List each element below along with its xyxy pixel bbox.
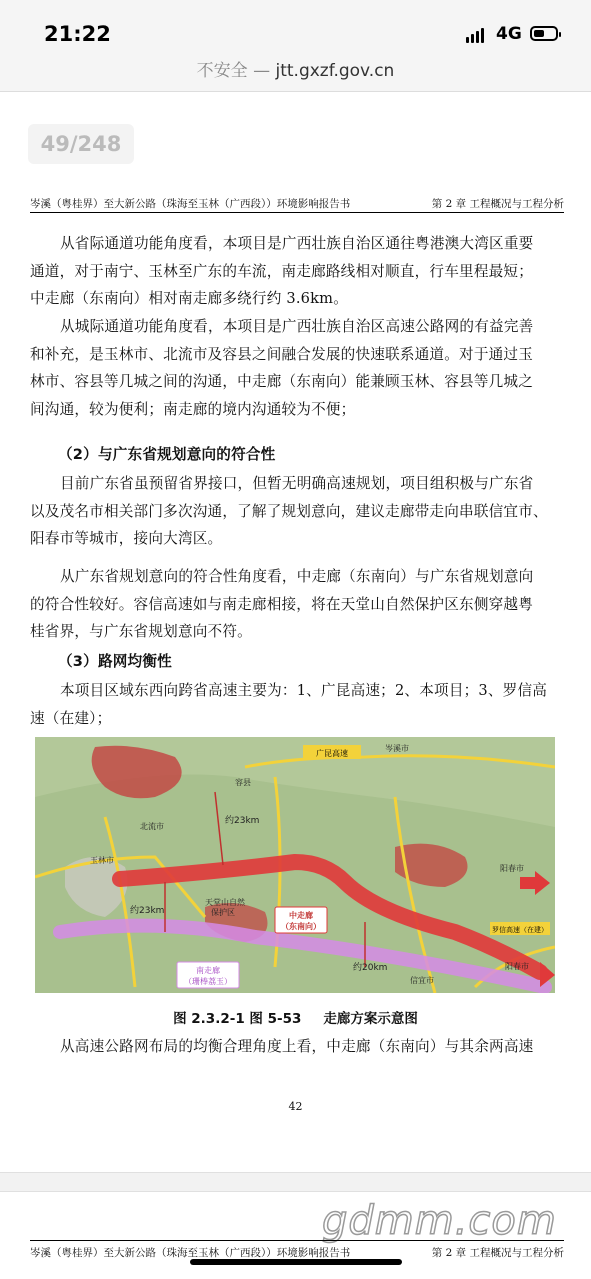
section-heading-2: （2）与广东省规划意向的符合性 [58, 446, 276, 463]
address-bar[interactable] [0, 56, 591, 81]
middle-corridor-label: （东南向） [281, 922, 321, 931]
page-divider [0, 1172, 591, 1192]
figure-number: 图 2.3.2-1 图 5-53 [173, 1011, 302, 1027]
doc-header-title: 岑溪（粤桂界）至大新公路（珠海至玉林（广西段））环境影响报告书 [30, 198, 351, 210]
text-line: 的符合性较好。容信高速如与南走廊相接，将在天堂山自然保护区东侧穿越粤 [30, 595, 533, 613]
figure-title: 走廊方案示意图 [323, 1011, 418, 1027]
paragraph-3 [30, 470, 564, 553]
toolbar-divider [0, 91, 591, 92]
corridor-map [35, 737, 555, 993]
text-line: 通道，对于南宁、玉林至广东的车流，南走廊路线相对顺直，行车里程最短； [30, 262, 533, 280]
figure-caption [0, 1007, 591, 1027]
distance-label: 约23km [225, 816, 260, 826]
text-line: 本项目区域东西向跨省高速主要为：1、广昆高速；2、本项目；3、罗信高 [60, 682, 548, 699]
battery-icon [530, 26, 558, 41]
text-line: 从城际通道功能角度看，本项目是广西壮族自治区高速公路网的有益完善 [60, 318, 534, 335]
text-line: 林市、容县等几城之间的沟通，中走廊（东南向）能兼顾玉林、容县等几城之 [30, 373, 533, 391]
text-line: 桂省界，与广东省规划意向不符。 [30, 623, 252, 641]
insecure-label: 不安全 [196, 61, 248, 81]
city-label: 容县 [235, 778, 251, 787]
paragraph-5 [30, 677, 564, 732]
text-line: 从高速公路网布局的均衡合理角度上看，中走廊（东南向）与其余两高速 [60, 1038, 534, 1055]
paragraph-1 [30, 230, 564, 313]
middle-corridor-label: 中走廊 [289, 911, 313, 920]
city-label: 北流市 [140, 822, 164, 831]
doc-header-chapter: 第 2 章 工程概况与工程分析 [431, 198, 564, 210]
doc-header [30, 194, 564, 213]
doc-header-chapter: 第 2 章 工程概况与工程分析 [431, 1247, 564, 1259]
city-label: 阳春市 [500, 864, 524, 873]
paragraph-6 [30, 1033, 564, 1061]
section-heading-3: （3）路网均衡性 [58, 653, 172, 670]
city-label: 信宜市 [410, 976, 434, 985]
paragraph-2 [30, 313, 564, 423]
status-time: 21:22 [44, 22, 111, 46]
city-label: 玉林市 [90, 856, 114, 865]
doc-header-next-page [30, 1240, 564, 1261]
text-line: 从广东省规划意向的符合性角度看，中走廊（东南向）与广东省规划意向 [60, 568, 534, 585]
signal-icon [466, 27, 484, 43]
text-line: 中走廊（东南向）相对南走廊多绕行约 3.6km。 [30, 290, 349, 308]
home-indicator[interactable] [190, 1259, 402, 1265]
south-corridor-label: （珊棒荔玉） [184, 977, 232, 986]
highway-label: 罗信高速（在建） [492, 926, 548, 934]
page-indicator: 49/248 [28, 124, 134, 164]
network-type: 4G [496, 24, 522, 44]
text-line: 目前广东省虽预留省界接口，但暂无明确高速规划，项目组积极与广东省 [60, 475, 534, 492]
status-bar [0, 0, 591, 92]
watermark: gdmm.com [322, 1198, 557, 1244]
south-corridor-label: 南走廊 [196, 966, 220, 975]
page-number: 42 [288, 1100, 303, 1113]
highway-label: 广昆高速 [316, 749, 348, 758]
url-domain: jtt.gxzf.gov.cn [275, 61, 395, 81]
text-line: 速（在建）； [30, 709, 112, 727]
text-line: 从省际通道功能角度看，本项目是广西壮族自治区通往粤港澳大湾区重要 [60, 235, 534, 252]
text-line: 间沟通，较为便利；南走廊的境内沟通较为不便； [30, 400, 356, 418]
city-label: 岑溪市 [385, 744, 409, 753]
text-line: 阳春市等城市，接向大湾区。 [30, 530, 223, 548]
paragraph-4 [30, 563, 564, 646]
text-line: 以及茂名市相关部门多次沟通，了解了规划意向，建议走廊带走向串联信宜市、 [30, 502, 548, 520]
reserve-label: 保护区 [211, 908, 235, 917]
distance-label: 约20km [353, 963, 388, 973]
city-label: 阳春市 [505, 962, 529, 971]
doc-header-title: 岑溪（粤桂界）至大新公路（珠海至玉林（广西段））环境影响报告书 [30, 1247, 351, 1259]
distance-label: 约23km [130, 906, 165, 916]
reserve-label: 天堂山自然 [205, 898, 245, 907]
text-line: 和补充，是玉林市、北流市及容县之间融合发展的快速联系通道。对于通过玉 [30, 345, 533, 363]
url-separator: — [247, 61, 276, 81]
